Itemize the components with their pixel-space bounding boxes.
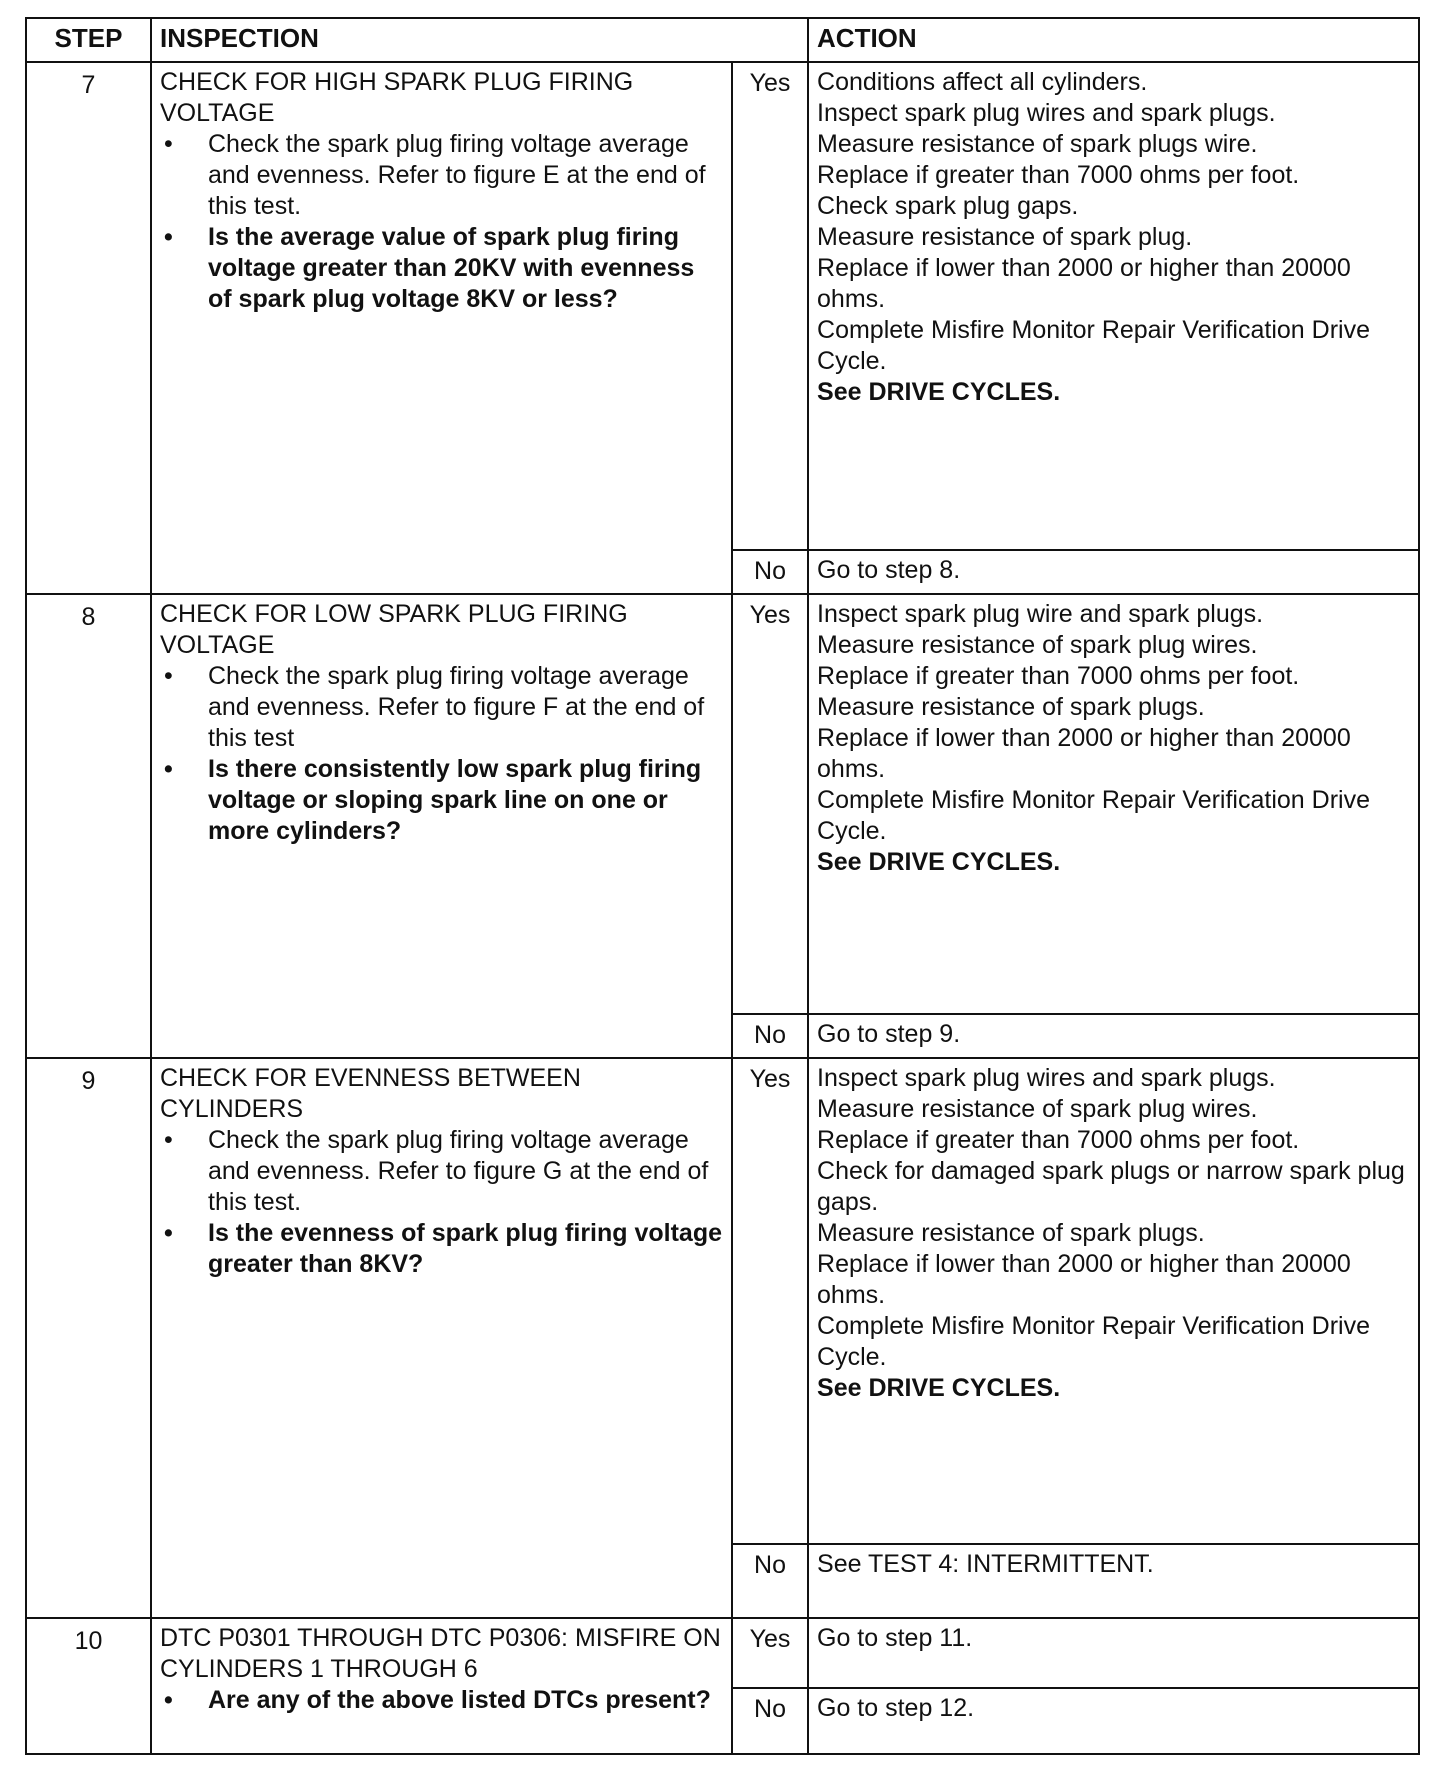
step-number: 10 — [26, 1618, 151, 1754]
diagnostic-steps-table — [25, 17, 1420, 1755]
inspection-title: CHECK FOR HIGH SPARK PLUG FIRING VOLTAGE — [160, 68, 634, 127]
action-line: Replace if lower than 2000 or higher than 20000 ohms. — [817, 724, 1351, 783]
step-number: 7 — [26, 62, 151, 594]
no-label: No — [732, 550, 808, 594]
inspection-bullet — [160, 1125, 723, 1218]
diagnostic-table-page — [25, 17, 1418, 1755]
action-line: Inspect spark plug wires and spark plugs. — [817, 99, 1276, 127]
yes-action — [808, 62, 1419, 550]
action-line: Replace if greater than 7000 ohms per foot. — [817, 161, 1300, 189]
action-line: Complete Misfire Monitor Repair Verification Drive Cycle. — [817, 1312, 1370, 1371]
step-column-header: STEP — [26, 18, 151, 62]
step-inspection — [151, 1618, 732, 1754]
inspection-instruction: Check the spark plug firing voltage average and evenness. Refer to figure E at the end of this test. — [208, 130, 706, 220]
action-line: Inspect spark plug wire and spark plugs. — [817, 600, 1264, 628]
step-9-yes-row — [26, 1058, 1419, 1544]
yes-action: Go to step 11. — [808, 1618, 1419, 1688]
step-inspection — [151, 594, 732, 1058]
inspection-bullet — [160, 1685, 723, 1716]
action-line: Measure resistance of spark plug. — [817, 223, 1193, 251]
yes-label: Yes — [732, 62, 808, 550]
inspection-bullet — [160, 661, 723, 754]
bullet-icon: • — [164, 130, 173, 158]
bullet-icon: • — [164, 223, 173, 251]
no-action: Go to step 12. — [808, 1688, 1419, 1754]
action-reference: See DRIVE CYCLES. — [817, 1374, 1061, 1402]
inspection-question: Are any of the above listed DTCs present? — [208, 1686, 711, 1714]
inspection-bullet — [160, 754, 723, 847]
inspection-bullet — [160, 222, 723, 315]
step-number: 9 — [26, 1058, 151, 1618]
action-line: Replace if greater than 7000 ohms per foot. — [817, 662, 1300, 690]
inspection-question: Is the evenness of spark plug firing voltage greater than 8KV? — [208, 1219, 723, 1278]
bullet-icon: • — [164, 755, 173, 783]
yes-action — [808, 1058, 1419, 1544]
bullet-icon: • — [164, 1126, 173, 1154]
inspection-question: Is there consistently low spark plug firing voltage or sloping spark line on one or more cylinders? — [208, 755, 702, 845]
action-line: Replace if lower than 2000 or higher than 20000 ohms. — [817, 1250, 1351, 1309]
step-inspection — [151, 1058, 732, 1618]
inspection-title: CHECK FOR LOW SPARK PLUG FIRING VOLTAGE — [160, 600, 628, 659]
action-line: Measure resistance of spark plugs. — [817, 693, 1205, 721]
action-line: Measure resistance of spark plug wires. — [817, 1095, 1258, 1123]
step-number: 8 — [26, 594, 151, 1058]
action-line: Replace if greater than 7000 ohms per foot. — [817, 1126, 1300, 1154]
no-label: No — [732, 1544, 808, 1618]
step-7-yes-row — [26, 62, 1419, 550]
yes-label: Yes — [732, 1058, 808, 1544]
inspection-column-header: INSPECTION — [151, 18, 808, 62]
action-line: Conditions affect all cylinders. — [817, 68, 1148, 96]
inspection-title: DTC P0301 THROUGH DTC P0306: MISFIRE ON CYLINDERS 1 THROUGH 6 — [160, 1624, 721, 1683]
inspection-bullet — [160, 129, 723, 222]
inspection-title: CHECK FOR EVENNESS BETWEEN CYLINDERS — [160, 1064, 581, 1123]
no-label: No — [732, 1688, 808, 1754]
inspection-instruction: Check the spark plug firing voltage average and evenness. Refer to figure G at the end of this test. — [208, 1126, 709, 1216]
bullet-icon: • — [164, 1219, 173, 1247]
action-line: Inspect spark plug wires and spark plugs. — [817, 1064, 1276, 1092]
action-line: Measure resistance of spark plugs wire. — [817, 130, 1258, 158]
inspection-instruction: Check the spark plug firing voltage average and evenness. Refer to figure F at the end of this test — [208, 662, 705, 752]
action-line: Complete Misfire Monitor Repair Verification Drive Cycle. — [817, 786, 1370, 845]
bullet-icon: • — [164, 662, 173, 690]
step-8-yes-row — [26, 594, 1419, 1014]
yes-action — [808, 594, 1419, 1014]
action-line: Check spark plug gaps. — [817, 192, 1079, 220]
yes-label: Yes — [732, 1618, 808, 1688]
step-10-yes-row — [26, 1618, 1419, 1688]
bullet-icon: • — [164, 1686, 173, 1714]
yes-label: Yes — [732, 594, 808, 1014]
action-line: Measure resistance of spark plug wires. — [817, 631, 1258, 659]
action-line: Replace if lower than 2000 or higher than 20000 ohms. — [817, 254, 1351, 313]
action-line: Check for damaged spark plugs or narrow spark plug gaps. — [817, 1157, 1405, 1216]
inspection-bullet — [160, 1218, 723, 1280]
inspection-question: Is the average value of spark plug firing voltage greater than 20KV with evenness of spark plug voltage 8KV or less? — [208, 223, 695, 313]
action-reference: See DRIVE CYCLES. — [817, 848, 1061, 876]
no-action: See TEST 4: INTERMITTENT. — [808, 1544, 1419, 1618]
action-reference: See DRIVE CYCLES. — [817, 378, 1061, 406]
no-action: Go to step 8. — [808, 550, 1419, 594]
table-header-row — [26, 18, 1419, 62]
action-line: Complete Misfire Monitor Repair Verification Drive Cycle. — [817, 316, 1370, 375]
action-line: Measure resistance of spark plugs. — [817, 1219, 1205, 1247]
no-label: No — [732, 1014, 808, 1058]
no-action: Go to step 9. — [808, 1014, 1419, 1058]
action-column-header: ACTION — [808, 18, 1419, 62]
step-inspection — [151, 62, 732, 594]
